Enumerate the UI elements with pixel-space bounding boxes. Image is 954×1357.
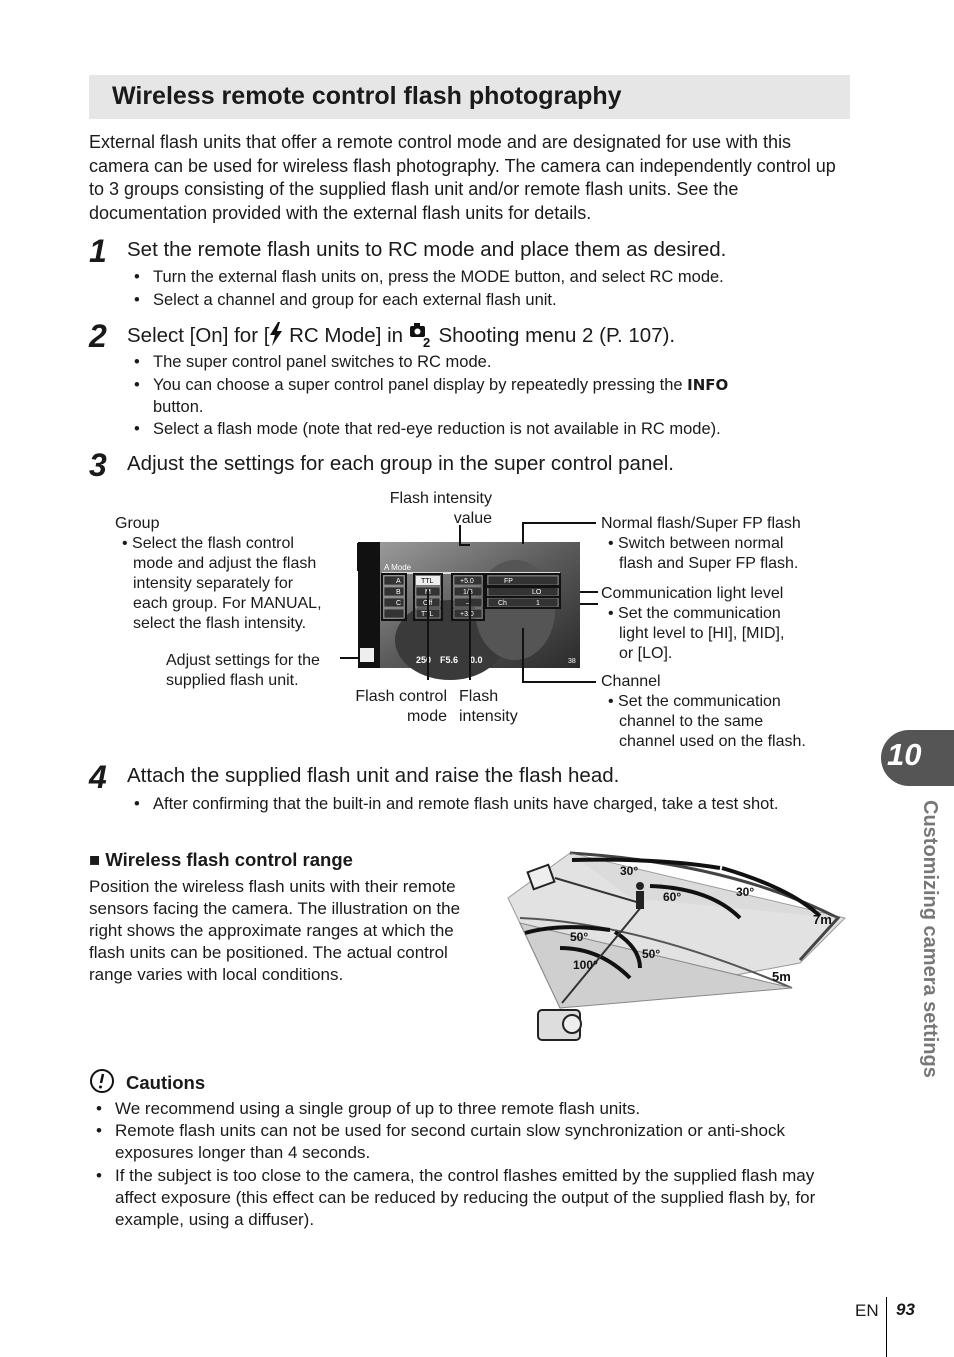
- label-channel-desc: • Set the communication channel to the same channel used on the flash.: [608, 693, 806, 750]
- square-bullet-icon: ■: [89, 849, 106, 870]
- panel-mode-c: Off: [423, 600, 433, 607]
- step-1-bullet: • Turn the external flash units on, press the MODE button, and select RC mode.: [134, 268, 724, 286]
- caution-item: • If the subject is too close to the camera, the control flashes emitted by the supplied flash may affect exposure (this effect can be reduced by reducing the output of the supplied flash by, for example, using a diffuser).: [96, 1166, 816, 1229]
- label-normal-fp-title: Normal flash/Super FP flash: [601, 515, 801, 532]
- chapter-number: 10: [887, 737, 922, 772]
- panel-ev: 0.0: [470, 655, 483, 665]
- svg-text:2: 2: [422, 335, 430, 348]
- step-1-number: 1: [89, 233, 107, 269]
- step-3-text: Adjust the settings for each group in the super control panel.: [127, 452, 675, 475]
- panel-intensity-b: 1/8: [463, 589, 473, 596]
- panel-mode-b: M: [425, 589, 431, 596]
- angle-60: 60°: [663, 890, 682, 904]
- label-channel-title: Channel: [601, 673, 661, 690]
- panel-mode-d: TTL: [421, 611, 434, 618]
- panel-aperture: F5.6: [440, 655, 459, 665]
- intro-paragraph: External flash units that offer a remote control mode and are designated for use with this camera can be used for wireless flash photography. The camera can independently control up to 3 groups consisting of the supplied flash unit and/or remote flash units. See the documentation provided with the external flash units for details.: [89, 132, 836, 223]
- flash-range-illustration: [500, 848, 850, 1048]
- panel-comm-level: LO: [532, 589, 542, 596]
- panel-intensity-d: +3.0: [460, 611, 474, 618]
- step-4-bullet: • After confirming that the built-in and remote flash units have charged, take a test shot.: [134, 795, 779, 813]
- page-number: 93: [896, 1300, 915, 1319]
- panel-count: 38: [568, 658, 576, 665]
- caution-icon: [89, 1068, 115, 1094]
- label-normal-fp-desc: • Switch between normal flash and Super FP flash.: [608, 535, 799, 572]
- label-group-title: Group: [115, 515, 160, 532]
- panel-intensity-c: –: [466, 600, 470, 607]
- range-paragraph: Position the wireless flash units with their remote sensors facing the camera. The illustration on the right shows the approximate ranges at which the flash units can be positioned. The actual control range varies with local conditions.: [89, 877, 461, 984]
- angle-100: 100°: [573, 958, 598, 972]
- step-2-text: Select [On] for [ RC Mode] in 2 Shooting menu 2 (P. 107).: [127, 324, 676, 348]
- distance-7m: 7m: [813, 912, 832, 927]
- angle-30-top: 30°: [620, 864, 639, 878]
- panel-group-b: B: [396, 589, 401, 596]
- label-flash-control-mode: Flash control mode: [355, 688, 447, 725]
- step-2-bullet: • The super control panel switches to RC mode.: [134, 353, 492, 371]
- angle-30-right: 30°: [736, 885, 755, 899]
- label-comm-desc: • Set the communication light level to [HI], [MID], or [LO].: [608, 605, 785, 662]
- footer-language: EN: [855, 1301, 879, 1320]
- label-comm-title: Communication light level: [601, 585, 784, 602]
- panel-mode: A Mode: [384, 563, 412, 572]
- panel-fp: FP: [504, 578, 513, 585]
- cautions-heading: Cautions: [126, 1072, 206, 1093]
- subject-icon: [636, 882, 644, 890]
- label-flash-intensity: Flash intensity: [459, 688, 518, 725]
- panel-ch-label: Ch: [498, 600, 507, 607]
- step-3-number: 3: [89, 447, 107, 483]
- panel-iso: 250: [416, 655, 432, 665]
- step-1-text: Set the remote flash units to RC mode and place them as desired.: [127, 238, 727, 261]
- label-flash-intensity-value: Flash intensity value: [389, 490, 492, 527]
- angle-50-left: 50°: [570, 930, 589, 944]
- label-group-desc: • Select the flash control mode and adjust the flash intensity separately for each group. For MANUAL, select the flash intensity.: [122, 535, 322, 632]
- caution-item: • Remote flash units can not be used for second curtain slow synchronization or anti-shock exposures longer than 4 seconds.: [96, 1121, 785, 1162]
- caution-item: • We recommend using a single group of up to three remote flash units.: [96, 1099, 641, 1118]
- flash-icon: [269, 322, 283, 346]
- panel-group-a: A: [396, 578, 401, 585]
- step-2-bullet: • Select a flash mode (note that red-eye reduction is not available in RC mode).: [134, 420, 721, 438]
- step-4-text: Attach the supplied flash unit and raise the flash head.: [127, 764, 620, 787]
- step-2-bullet: • You can choose a super control panel display by repeatedly pressing the INFO button.: [134, 376, 729, 416]
- panel-mode-a: TTL: [421, 578, 434, 585]
- shooting-menu-2-icon: [409, 322, 433, 348]
- range-heading: ■ Wireless flash control range: [89, 849, 353, 870]
- section-title: Wireless remote control flash photography: [112, 82, 622, 110]
- info-button-label: INFO: [687, 376, 729, 394]
- label-adjust-supplied: Adjust settings for the supplied flash unit.: [166, 652, 320, 689]
- panel-intensity-a: +5.0: [460, 578, 474, 585]
- footer-divider: [886, 1297, 887, 1357]
- step-2-number: 2: [89, 318, 107, 354]
- step-1-bullet: • Select a channel and group for each external flash unit.: [134, 291, 557, 309]
- panel-ch-value: 1: [536, 600, 540, 607]
- chapter-label: Customizing camera settings: [919, 800, 941, 1078]
- step-4-number: 4: [89, 759, 107, 795]
- distance-5m: 5m: [772, 969, 791, 984]
- panel-group-c: C: [396, 600, 402, 607]
- angle-50-right: 50°: [642, 947, 661, 961]
